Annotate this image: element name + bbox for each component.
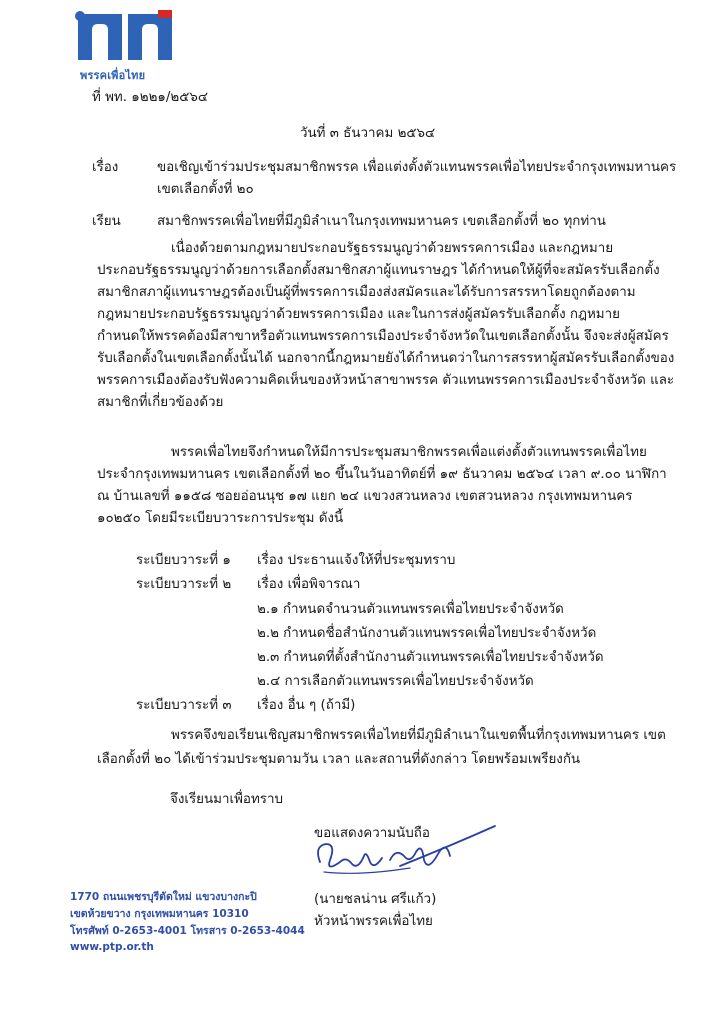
signer-name: (นายชลน่าน ศรีแก้ว) bbox=[314, 892, 437, 907]
paragraph-line: พรรคเพื่อไทยจึงกำหนดให้มีการประชุมสมาชิกพรรคเพื่อแต่งตั้งตัวแทนพรรคเพื่อไทย bbox=[171, 445, 647, 460]
agenda-label: ระเบียบวาระที่ ๒ bbox=[136, 577, 232, 592]
paragraph-line: กำหนดให้พรรคต้องมีสาขาหรือตัวแทนพรรคการเมืองประจำจังหวัดในเขตเลือกตั้งนั้น จึงจะส่งผู้สมัคร bbox=[97, 329, 669, 344]
paragraph-line: ประจำกรุงเทพมหานคร เขตเลือกตั้งที่ ๒๐ ขึ้นในวันอาทิตย์ที่ ๑๙ ธันวาคม ๒๕๖๔ เวลา ๙.๐๐ นาฬิกา bbox=[97, 467, 667, 482]
agenda-sub-item: ๒.๒ กำหนดชื่อสำนักงานตัวแทนพรรคเพื่อไทยประจำจังหวัด bbox=[257, 626, 597, 641]
party-logo-text: พรรคเพื่อไทย bbox=[80, 69, 146, 82]
party-logo bbox=[72, 8, 182, 70]
footer-address-line: โทรศัพท์ 0-2653-4001 โทรสาร 0-2653-4044 bbox=[70, 925, 305, 937]
paragraph-line: เนื่องด้วยตามกฎหมายประกอบรัฐธรรมนูญว่าด้วยพรรคการเมือง และกฎหมาย bbox=[171, 241, 614, 256]
paragraph-line: กฎหมายประกอบรัฐธรรมนูญว่าด้วยพรรคการเมือง และในการส่งผู้สมัครรับเลือกตั้ง กฎหมาย bbox=[97, 307, 620, 322]
closing-line: จึงเรียนมาเพื่อทราบ bbox=[170, 792, 283, 807]
paragraph-line: พรรคจึงขอเรียนเชิญสมาชิกพรรคเพื่อไทยที่มีภูมิลำเนาในเขตพื้นที่กรุงเทพมหานคร เขต bbox=[171, 728, 666, 743]
footer-address-line: 1770 ถนนเพชรบุรีตัดใหม่ แขวงบางกะปิ bbox=[70, 891, 257, 903]
agenda-label: ระเบียบวาระที่ ๓ bbox=[136, 698, 232, 713]
recipient-text: สมาชิกพรรคเพื่อไทยที่มีภูมิลำเนาในกรุงเทพมหานคร เขตเลือกตั้งที่ ๒๐ ทุกท่าน bbox=[157, 214, 606, 229]
subject-label: เรื่อง bbox=[92, 160, 119, 175]
paragraph-line: เลือกตั้งที่ ๒๐ ได้เข้าร่วมประชุมตามวัน เวลา และสถานที่ดังกล่าว โดยพร้อมเพรียงกัน bbox=[97, 752, 581, 767]
document-date: วันที่ ๓ ธันวาคม ๒๕๖๔ bbox=[300, 126, 436, 141]
body-paragraph-2 bbox=[97, 442, 667, 530]
agenda-title: เรื่อง ประธานแจ้งให้ที่ประชุมทราบ bbox=[257, 553, 456, 568]
paragraph-line: ประกอบรัฐธรรมนูญว่าด้วยการเลือกตั้งสมาชิกสภาผู้แทนราษฎร ได้กำหนดให้ผู้ที่จะสมัครรับเลือกตั้ง bbox=[97, 263, 660, 278]
footer-address-line: เขตห้วยขวาง กรุงเทพมหานคร 10310 bbox=[70, 908, 249, 920]
paragraph-line: ๑๐๒๕๐ โดยมีระเบียบวาระการประชุม ดังนี้ bbox=[97, 511, 344, 526]
document-number: ที่ พท. ๑๒๒๑/๒๕๖๔ bbox=[92, 90, 209, 105]
agenda-title: เรื่อง อื่น ๆ (ถ้ามี) bbox=[257, 698, 356, 713]
paragraph-line: รับเลือกตั้งในเขตเลือกตั้งนั้นได้ นอกจากนี้กฎหมายยังได้กำหนดว่าในการสรรหาผู้สมัครรับเลือกตั้งของ bbox=[97, 351, 675, 366]
agenda-sub-item: ๒.๑ กำหนดจำนวนตัวแทนพรรคเพื่อไทยประจำจังหวัด bbox=[257, 602, 564, 617]
agenda-title: เรื่อง เพื่อพิจารณา bbox=[257, 577, 361, 592]
footer-website: www.ptp.or.th bbox=[70, 941, 154, 953]
subject-line: เขตเลือกตั้งที่ ๒๐ bbox=[157, 182, 254, 197]
agenda-sub-item: ๒.๔ การเลือกตัวแทนพรรคเพื่อไทยประจำจังหวัด bbox=[257, 674, 534, 689]
regards-line: ขอแสดงความนับถือ bbox=[314, 826, 430, 841]
body-paragraph-3 bbox=[97, 724, 666, 772]
subject-line: ขอเชิญเข้าร่วมประชุมสมาชิกพรรค เพื่อแต่งตั้งตัวแทนพรรคเพื่อไทยประจำกรุงเทพมหานคร bbox=[157, 160, 677, 175]
recipient-label: เรียน bbox=[92, 214, 121, 229]
paragraph-line: ณ บ้านเลขที่ ๑๑๕๘ ซอยอ่อนนุช ๑๗ แยก ๒๔ แขวงสวนหลวง เขตสวนหลวง กรุงเทพมหานคร bbox=[97, 489, 633, 504]
paragraph-line: สมาชิกสภาผู้แทนราษฎรต้องเป็นผู้ที่พรรคการเมืองส่งสมัครและได้รับการสรรหาโดยถูกต้องตาม bbox=[97, 285, 636, 300]
party-logo-mark bbox=[72, 8, 182, 66]
body-paragraph-1 bbox=[97, 238, 675, 414]
handwritten-signature bbox=[300, 816, 510, 890]
agenda-sub-item: ๒.๓ กำหนดที่ตั้งสำนักงานตัวแทนพรรคเพื่อไทยประจำจังหวัด bbox=[257, 650, 604, 665]
paragraph-line: พรรคการเมืองต้องรับฟังความคิดเห็นของหัวหน้าสาขาพรรค ตัวแทนพรรคการเมืองประจำจังหวัด และ bbox=[97, 373, 675, 388]
agenda-label: ระเบียบวาระที่ ๑ bbox=[136, 553, 231, 568]
paragraph-line: สมาชิกที่เกี่ยวข้องด้วย bbox=[97, 395, 224, 410]
signer-title: หัวหน้าพรรคเพื่อไทย bbox=[314, 914, 433, 929]
